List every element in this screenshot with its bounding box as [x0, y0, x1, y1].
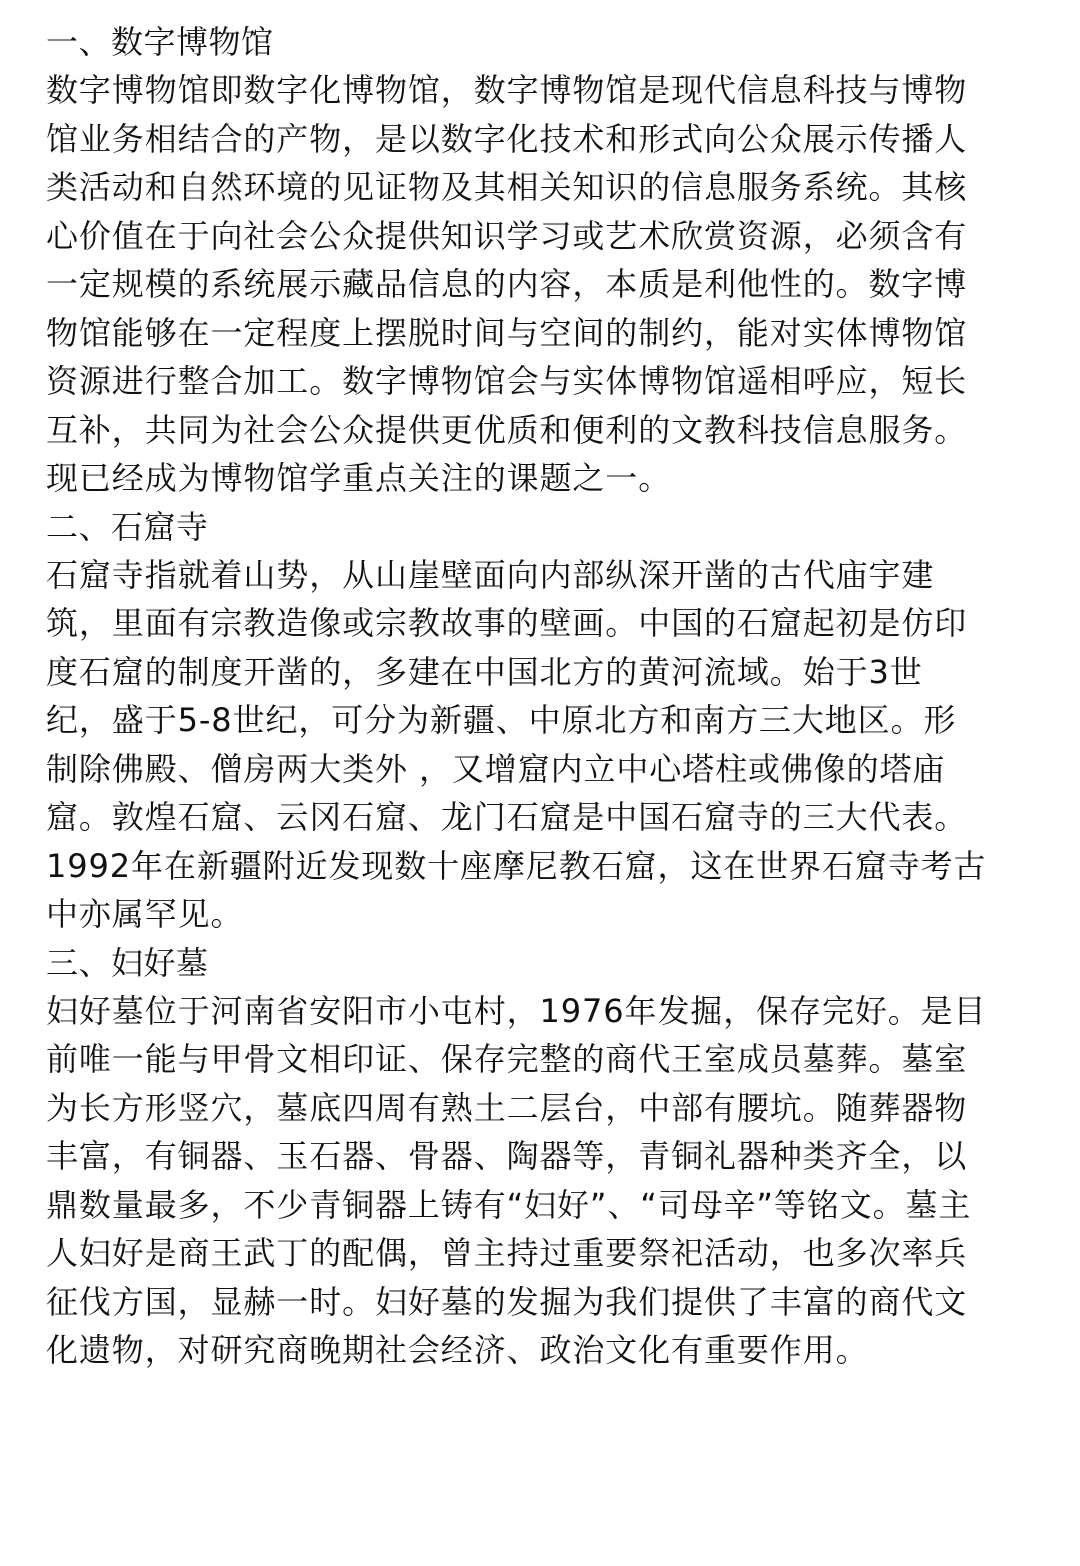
section-digital-museum	[46, 18, 1036, 503]
text-line: 制除佛殿、僧房两大类外 ，又增窟内立中心塔柱或佛像的塔庙	[46, 749, 946, 788]
text-line: 心价值在于向社会公众提供知识学习或艺术欣赏资源，必须含有	[46, 216, 968, 255]
section-body	[46, 66, 1036, 503]
section-grotto-temple	[46, 503, 1036, 939]
section-body	[46, 551, 1036, 939]
text-line: 度石窟的制度开凿的，多建在中国北方的黄河流域。始于3世	[46, 652, 923, 691]
text-line: 妇好墓位于河南省安阳市小屯村，1976年发掘，保存完好。是目	[46, 991, 987, 1030]
section-heading: 一、数字博物馆	[46, 23, 274, 61]
text-line: 窟。敦煌石窟、云冈石窟、龙门石窟是中国石窟寺的三大代表。	[46, 798, 968, 836]
text-line: 类活动和自然环境的见证物及其相关知识的信息服务系统。其核	[46, 168, 968, 206]
section-heading: 三、妇好墓	[46, 943, 209, 982]
text-line: 纪，盛于5-8世纪，可分为新疆、中原北方和南方三大地区。形	[46, 701, 957, 739]
text-line: 为长方形竖穴，墓底四周有熟土二层台，中部有腰坑。随葬器物	[46, 1088, 968, 1127]
text-line: 前唯一能与甲骨文相印证、保存完整的商代王室成员墓葬。墓室	[46, 1040, 968, 1078]
text-line: 馆业务相结合的产物，是以数字化技术和形式向公众展示传播人	[46, 119, 968, 158]
text-line: 征伐方国，显赫一时。妇好墓的发掘为我们提供了丰富的商代文	[46, 1282, 968, 1321]
text-line: 资源进行整合加工。数字博物馆会与实体博物馆遥相呼应，短长	[46, 362, 968, 400]
text-line: 现已经成为博物馆学重点关注的课题之一。	[46, 459, 672, 497]
text-line: 中亦属罕见。	[46, 895, 244, 933]
text-line: 丰富，有铜器、玉石器、骨器、陶器等，青铜礼器种类齐全，以	[46, 1137, 968, 1175]
text-line: 一定规模的系统展示藏品信息的内容，本质是利他性的。数字博	[46, 265, 968, 303]
text-line: 化遗物，对研究商晚期社会经济、政治文化有重要作用。	[46, 1331, 869, 1369]
text-line: 筑，里面有宗教造像或宗教故事的壁画。中国的石窟起初是仿印	[46, 604, 968, 642]
document-page	[46, 18, 1036, 1375]
section-body	[46, 987, 1036, 1375]
text-line: 鼎数量最多，不少青铜器上铸有“妇好”、“司母辛”等铭文。墓主	[46, 1185, 972, 1224]
text-line: 互补，共同为社会公众提供更优质和便利的文教科技信息服务。	[46, 410, 968, 449]
text-line: 人妇好是商王武丁的配偶，曾主持过重要祭祀活动，也多次率兵	[46, 1234, 968, 1272]
section-heading: 二、石窟寺	[46, 507, 209, 546]
text-line: 石窟寺指就着山势，从山崖壁面向内部纵深开凿的古代庙宇建	[46, 555, 935, 594]
text-line: 数字博物馆即数字化博物馆，数字博物馆是现代信息科技与博物	[46, 71, 968, 109]
section-fuhao-tomb	[46, 939, 1036, 1375]
text-line: 1992年在新疆附近发现数十座摩尼教石窟，这在世界石窟寺考古	[46, 846, 987, 885]
text-line: 物馆能够在一定程度上摆脱时间与空间的制约，能对实体博物馆	[46, 313, 968, 352]
